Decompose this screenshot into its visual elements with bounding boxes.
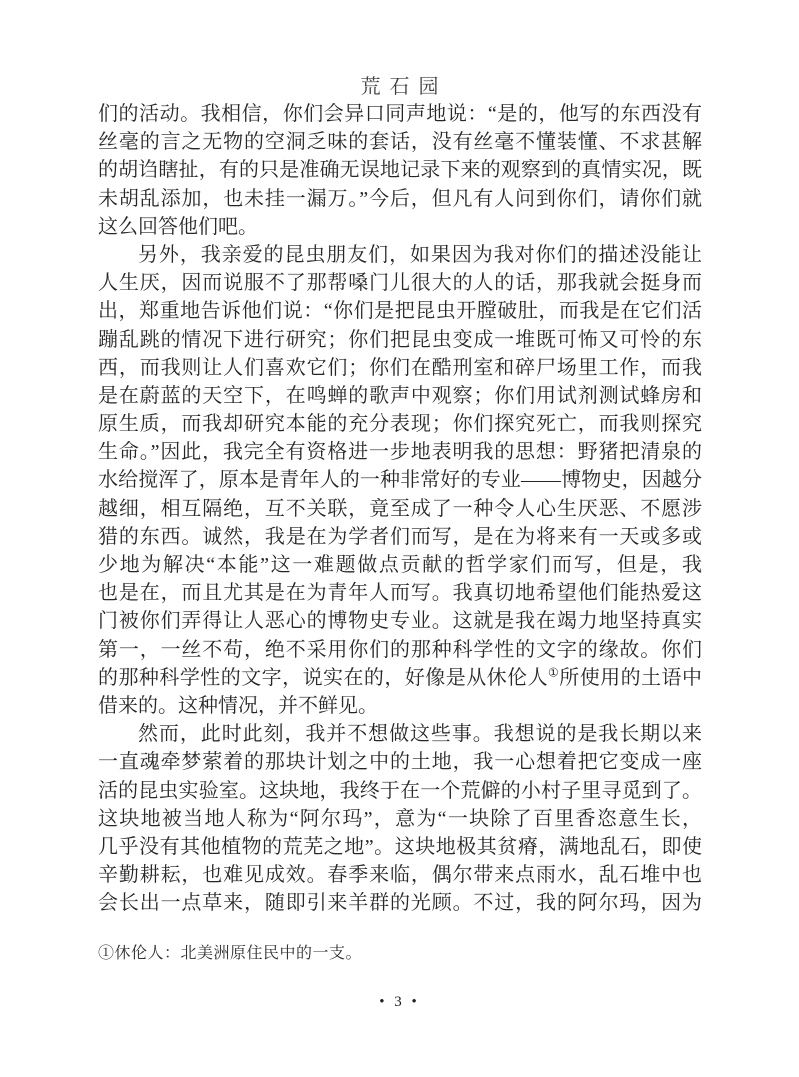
text-line: 这么回答他们吧。 [98, 215, 258, 238]
text-line: 水给搅浑了，原本是青年人的一种非常好的专业——博物史，因越分 [98, 469, 702, 492]
body-text [98, 100, 702, 917]
text-line: 生命。”因此，我完全有资格进一步地表明我的思想：野猪把清泉的 [98, 441, 702, 464]
text-line: 少地为解决“本能”这一难题做点贡献的哲学家们而写，但是，我 [98, 554, 702, 576]
text-line: 几乎没有其他植物的荒芜之地”。这块地极其贫瘠，满地乱石，即使 [98, 835, 702, 858]
text-line: 然而，此时此刻，我并不想做这些事。我想说的是我长期以来 [138, 723, 702, 746]
text-line: 这块地被当地人称为“阿尔玛”，意为“一块除了百里香恣意生长， [98, 807, 702, 830]
paragraph [98, 241, 702, 720]
text-line: 一直魂牵梦萦着的那块计划之中的土地，我一心想着把它变成一座 [98, 751, 702, 774]
text-line: 门被你们弄得让人恶心的博物史专业。这就是我在竭力地坚持真实 [98, 610, 702, 633]
text-line: 未胡乱添加，也未挂一漏万。”今后，但凡有人问到你们，请你们就 [98, 187, 702, 210]
paragraph [98, 100, 702, 241]
text-line: 也是在，而且尤其是在为青年人而写。我真切地希望他们能热爱这 [98, 582, 702, 605]
paragraph [98, 720, 702, 917]
text-line: 另外，我亲爱的昆虫朋友们，如果因为我对你们的描述没能让 [138, 243, 702, 266]
text-line: 人生厌，因而说服不了那帮嗓门儿很大的人的话，那我就会挺身而 [98, 272, 702, 295]
text-line: 会长出一点草来，随即引来羊群的光顾。不过，我的阿尔玛，因为 [98, 892, 702, 915]
text-line: 丝毫的言之无物的空洞乏味的套话，没有丝毫不懂装懂、不求甚解 [98, 131, 702, 154]
page-number: • 3 • [379, 994, 420, 1010]
text-line: 出，郑重地告诉他们说：“你们是把昆虫开膛破肚，而我是在它们活 [98, 300, 702, 323]
text-line: 第一，一丝不苟，绝不采用你们的那种科学性的文字的缘故。你们 [98, 638, 702, 661]
running-header: 荒石园 [360, 76, 448, 98]
text-line: 猎的东西。诚然，我是在为学者们而写，是在为将来有一天或多或 [98, 525, 702, 548]
text-line: 西，而我则让人们喜欢它们；你们在酷刑室和碎尸场里工作，而我 [98, 356, 702, 379]
text-line: 的胡诌瞎扯，有的只是准确无误地记录下来的观察到的真情实况，既 [98, 159, 702, 182]
text-line: 原生质，而我却研究本能的充分表现；你们探究死亡，而我则探究 [98, 413, 702, 436]
text-line: 蹦乱跳的情况下进行研究；你们把昆虫变成一堆既可怖又可怜的东 [98, 328, 702, 351]
footnote-ref: ① [548, 665, 560, 680]
text-line: 是在蔚蓝的天空下，在鸣蝉的歌声中观察；你们用试剂测试蜂房和 [98, 384, 702, 407]
text-line: 活的昆虫实验室。这块地，我终于在一个荒僻的小村子里寻觅到了。 [98, 779, 702, 802]
footnote: ①休伦人：北美洲原住民中的一支。 [98, 945, 363, 962]
text-line: 的那种科学性的文字，说实在的，好像是从休伦人①所使用的土语中 [98, 665, 702, 689]
text-line: 辛勤耕耘，也难见成效。春季来临，偶尔带来点雨水，乱石堆中也 [98, 864, 702, 887]
text-line: 借来的。这种情况，并不鲜见。 [98, 694, 378, 717]
text-line: 们的活动。我相信，你们会异口同声地说：“是的，他写的东西没有 [98, 103, 702, 125]
text-line: 越细，相互隔绝，互不关联，竟至成了一种令人心生厌恶、不愿涉 [98, 497, 702, 520]
